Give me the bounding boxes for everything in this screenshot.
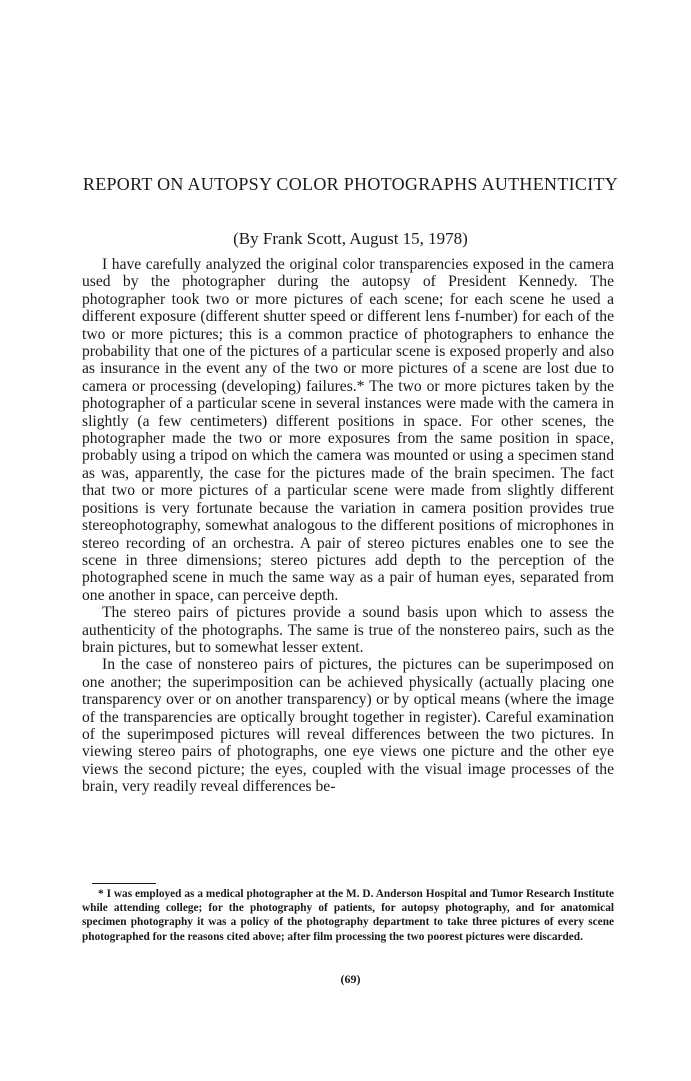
paragraph: In the case of nonstereo pairs of pictures, the pictures can be superimposed on one another; the superimposition can be achieved physically (actually placing one transparency over or on another transparency) or by optical means (where the image of the transparencies are optically brought together in register). Careful examination of the superimposed pictures will reveal differences between the two pictures. In viewing stereo pairs of photographs, one eye views one picture and the other eye views the second picture; the eyes, coupled with the visual image processes of the brain, very readily reveal differences be- [82,656,614,796]
body-text [82,256,614,796]
page-title: REPORT ON AUTOPSY COLOR PHOTOGRAPHS AUTHENTICITY [82,174,619,194]
byline: (By Frank Scott, August 15, 1978) [233,229,468,248]
paragraph: The stereo pairs of pictures provide a sound basis upon which to assess the authenticity of the photographs. The same is true of the nonstereo pairs, such as the brain pictures, but to somewhat lesser extent. [82,604,614,656]
page-number: (69) [340,972,361,986]
footnote-divider [92,883,156,884]
footnote: * I was employed as a medical photographer at the M. D. Anderson Hospital and Tumor Research Institute while attending college; for the photography of patients, for autopsy photography, and for anatomical specimen photography it was a policy of the photography department to take three pictures of every scene photographed for the reasons cited above; after film processing the two poorest pictures were discarded. [82,888,614,943]
paragraph: I have carefully analyzed the original color transparencies exposed in the camera used by the photographer during the autopsy of President Kennedy. The photographer took two or more pictures of each scene; for each scene he used a different exposure (different shutter speed or different lens f-number) for each of the two or more pictures; this is a common practice of photographers to enhance the probability that one of the pictures of a particular scene is exposed properly and also as insurance in the event any of the two or more pictures of a scene are lost due to camera or processing (developing) failures.* The two or more pictures taken by the photographer of a particular scene in several instances were made with the camera in slightly (a few centimeters) different positions in space. For other scenes, the photographer made the two or more exposures from the same position in space, probably using a tripod on which the camera was mounted or using a specimen stand as was, apparently, the case for the pictures made of the brain specimen. The fact that two or more pictures of a particular scene were made from slightly different positions is very fortunate because the variation in camera position provides true stereophotography, somewhat analogous to the different positions of microphones in stereo recording of an orchestra. A pair of stereo pictures enables one to see the scene in three dimensions; stereo pictures add depth to the perception of the photographed scene in much the same way as a pair of human eyes, separated from one another in space, can perceive depth. [82,256,614,604]
